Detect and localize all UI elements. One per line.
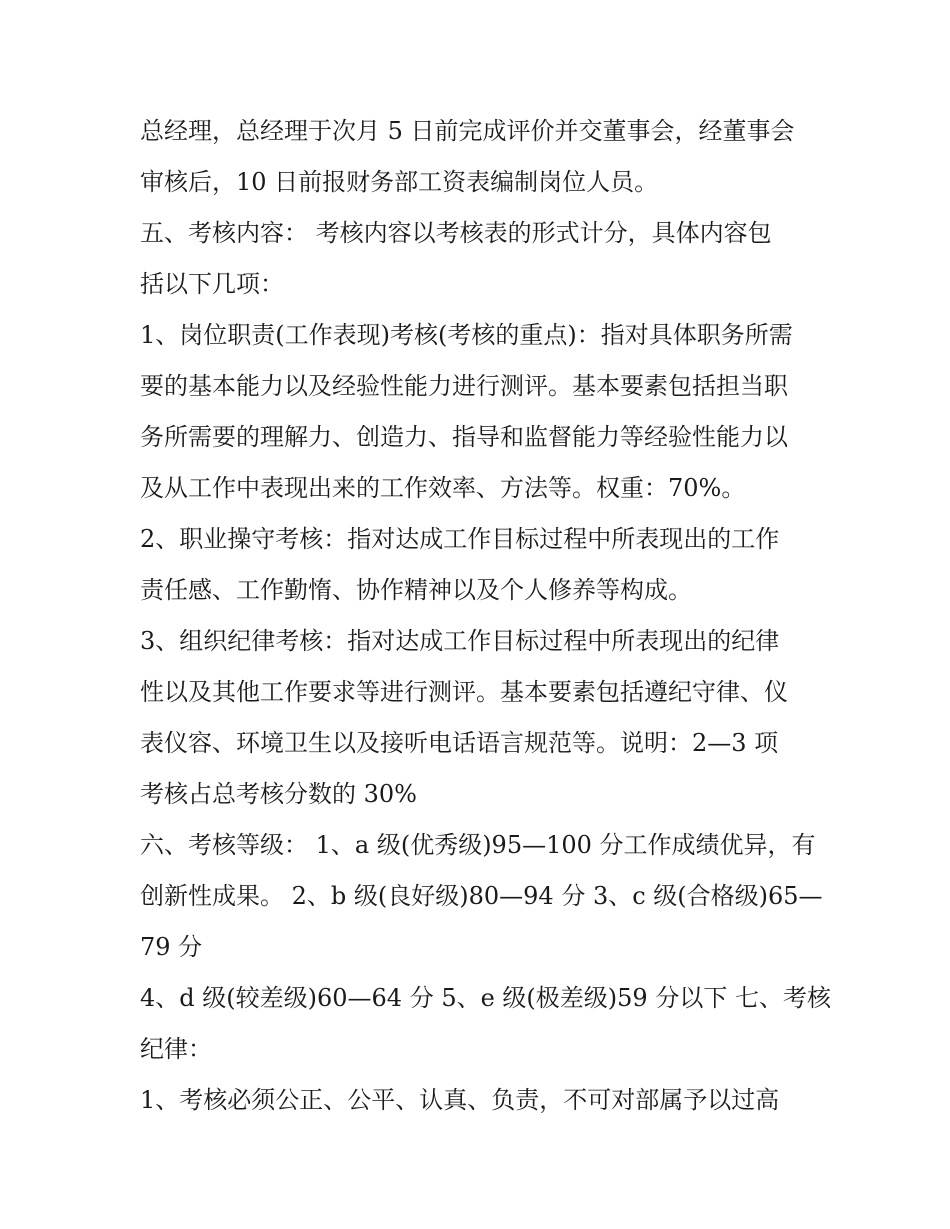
text-line: 纪律： (140, 1035, 212, 1063)
text-line: 审核后，10 日前报财务部工资表编制岗位人员。 (140, 168, 659, 196)
text-line: 要的基本能力以及经验性能力进行测评。基本要素包括担当职 (140, 372, 788, 400)
text-line: 及从工作中表现出来的工作效率、方法等。权重：70%。 (140, 474, 746, 502)
text-line: 3、组织纪律考核：指对达成工作目标过程中所表现出的纪律 (140, 627, 780, 655)
text-line: 考核占总考核分数的 30% (140, 780, 417, 808)
text-line: 79 分 (140, 933, 203, 961)
text-line: 1、岗位职责(工作表现)考核(考核的重点)：指对具体职务所需 (140, 321, 793, 349)
text-line: 五、考核内容： 考核内容以考核表的形式计分，具体内容包 (140, 219, 772, 247)
text-line: 总经理，总经理于次月 5 日前完成评价并交董事会，经董事会 (140, 117, 795, 145)
text-line: 性以及其他工作要求等进行测评。基本要素包括遵纪守律、仪 (140, 678, 788, 706)
text-line: 2、职业操守考核：指对达成工作目标过程中所表现出的工作 (140, 525, 780, 553)
text-line: 六、考核等级： 1、a 级(优秀级)95—100 分工作成绩优异，有 (140, 831, 816, 859)
text-line: 创新性成果。 2、b 级(良好级)80—94 分 3、c 级(合格级)65— (140, 882, 823, 910)
text-line: 括以下几项： (140, 270, 284, 298)
text-line: 1、考核必须公正、公平、认真、负责，不可对部属予以过高 (140, 1086, 780, 1114)
text-line: 责任感、工作勤惰、协作精神以及个人修养等构成。 (140, 576, 692, 604)
text-line: 4、d 级(较差级)60—64 分 5、e 级(极差级)59 分以下 七、考核 (140, 984, 831, 1012)
text-line: 表仪容、环境卫生以及接听电话语言规范等。说明：2—3 项 (140, 729, 779, 757)
document-body (140, 106, 831, 1126)
text-line: 务所需要的理解力、创造力、指导和监督能力等经验性能力以 (140, 423, 788, 451)
